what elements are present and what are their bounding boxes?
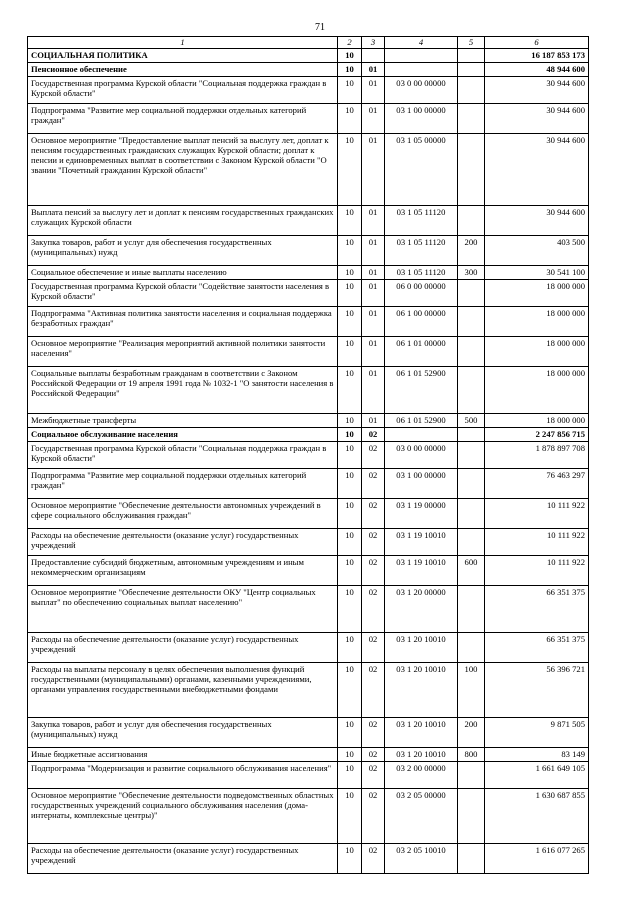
amount: 76 463 297 [485, 469, 589, 499]
expense-type-code: 200 [458, 718, 485, 748]
target-article-code: 03 2 05 00000 [385, 789, 458, 844]
target-article-code: 03 0 00 00000 [385, 77, 458, 104]
expense-name: Расходы на обеспечение деятельности (оказание услуг) государственных учреждений [28, 529, 338, 556]
section-code: 10 [338, 49, 362, 63]
expense-type-code [458, 428, 485, 442]
table-row [28, 266, 589, 280]
expense-type-code [458, 844, 485, 874]
expense-name: Подпрограмма "Активная политика занятости населения и социальная поддержка безработных граждан" [28, 307, 338, 337]
section-code: 10 [338, 789, 362, 844]
target-article-code: 03 1 05 11120 [385, 206, 458, 236]
expense-type-code: 600 [458, 556, 485, 586]
expense-name: Подпрограмма "Развитие мер социальной поддержки отдельных категорий граждан" [28, 469, 338, 499]
target-article-code: 03 1 19 10010 [385, 529, 458, 556]
amount: 1 661 649 105 [485, 762, 589, 789]
table-row [28, 499, 589, 529]
column-number: 1 [28, 37, 338, 49]
expense-type-code [458, 104, 485, 134]
expense-name: Социальные выплаты безработным гражданам в соответствии с Законом Российской Федерации от 19 апреля 1991 года № 1032-1 "О занятости населения в Российской Федерации" [28, 367, 338, 414]
amount: 48 944 600 [485, 63, 589, 77]
expense-type-code [458, 586, 485, 633]
amount: 66 351 375 [485, 586, 589, 633]
budget-table [27, 36, 589, 874]
expense-name: Расходы на выплаты персоналу в целях обеспечения выполнения функций государственными (муниципальными) органами, казенными учреждениями, органами управления государственными внебюджетными фондами [28, 663, 338, 718]
expense-type-code: 500 [458, 414, 485, 428]
amount: 16 187 853 173 [485, 49, 589, 63]
amount: 9 871 505 [485, 718, 589, 748]
expense-type-code [458, 789, 485, 844]
section-code: 10 [338, 206, 362, 236]
table-row [28, 718, 589, 748]
section-code: 10 [338, 134, 362, 206]
table-row [28, 307, 589, 337]
table-row [28, 789, 589, 844]
subsection-code: 02 [362, 663, 385, 718]
expense-type-code [458, 529, 485, 556]
expense-type-code [458, 77, 485, 104]
column-number: 4 [385, 37, 458, 49]
expense-type-code [458, 762, 485, 789]
table-row [28, 762, 589, 789]
expense-name: Межбюджетные трансферты [28, 414, 338, 428]
target-article-code: 06 1 01 52900 [385, 367, 458, 414]
section-code: 10 [338, 633, 362, 663]
table-row [28, 367, 589, 414]
section-code: 10 [338, 63, 362, 77]
section-code: 10 [338, 266, 362, 280]
section-code: 10 [338, 844, 362, 874]
expense-type-code: 100 [458, 663, 485, 718]
target-article-code: 06 1 01 52900 [385, 414, 458, 428]
subsection-code: 01 [362, 63, 385, 77]
expense-type-code [458, 469, 485, 499]
target-article-code: 03 1 20 10010 [385, 633, 458, 663]
subsection-code: 01 [362, 134, 385, 206]
subsection-code [362, 49, 385, 63]
subsection-code: 01 [362, 266, 385, 280]
section-code: 10 [338, 104, 362, 134]
amount: 403 500 [485, 236, 589, 266]
table-row [28, 49, 589, 63]
table-row [28, 428, 589, 442]
subsection-code: 02 [362, 748, 385, 762]
amount: 30 944 600 [485, 104, 589, 134]
target-article-code: 03 1 00 00000 [385, 104, 458, 134]
table-row [28, 63, 589, 77]
expense-name: Государственная программа Курской области "Социальная поддержка граждан в Курской области" [28, 77, 338, 104]
page-number: 71 [315, 22, 325, 33]
table-row [28, 414, 589, 428]
target-article-code: 03 1 05 11120 [385, 236, 458, 266]
expense-name: Иные бюджетные ассигнования [28, 748, 338, 762]
subsection-code: 01 [362, 337, 385, 367]
amount: 1 616 077 265 [485, 844, 589, 874]
amount: 30 944 600 [485, 77, 589, 104]
target-article-code: 03 1 19 10010 [385, 556, 458, 586]
amount: 18 000 000 [485, 414, 589, 428]
table-row [28, 206, 589, 236]
table-row [28, 556, 589, 586]
subsection-code: 01 [362, 307, 385, 337]
expense-name: Социальное обслуживание населения [28, 428, 338, 442]
subsection-code: 02 [362, 844, 385, 874]
target-article-code [385, 63, 458, 77]
section-code: 10 [338, 77, 362, 104]
amount: 30 541 100 [485, 266, 589, 280]
target-article-code: 06 1 00 00000 [385, 307, 458, 337]
section-code: 10 [338, 663, 362, 718]
expense-type-code [458, 49, 485, 63]
amount: 66 351 375 [485, 633, 589, 663]
expense-type-code: 300 [458, 266, 485, 280]
amount: 30 944 600 [485, 206, 589, 236]
subsection-code: 02 [362, 762, 385, 789]
expense-type-code: 800 [458, 748, 485, 762]
target-article-code: 06 0 00 00000 [385, 280, 458, 307]
expense-type-code [458, 280, 485, 307]
expense-name: Закупка товаров, работ и услуг для обеспечения государственных (муниципальных) нужд [28, 718, 338, 748]
section-code: 10 [338, 556, 362, 586]
expense-name: Основное мероприятие "Реализация мероприятий активной политики занятости населения" [28, 337, 338, 367]
subsection-code: 02 [362, 428, 385, 442]
target-article-code: 03 1 05 00000 [385, 134, 458, 206]
subsection-code: 02 [362, 556, 385, 586]
column-number: 2 [338, 37, 362, 49]
target-article-code: 03 1 20 00000 [385, 586, 458, 633]
target-article-code: 06 1 01 00000 [385, 337, 458, 367]
expense-type-code [458, 633, 485, 663]
target-article-code: 03 1 19 00000 [385, 499, 458, 529]
amount: 2 247 856 715 [485, 428, 589, 442]
subsection-code: 01 [362, 236, 385, 266]
expense-type-code [458, 337, 485, 367]
section-code: 10 [338, 718, 362, 748]
expense-name: Подпрограмма "Модернизация и развитие социального обслуживания населения" [28, 762, 338, 789]
section-code: 10 [338, 748, 362, 762]
section-code: 10 [338, 428, 362, 442]
section-code: 10 [338, 307, 362, 337]
section-code: 10 [338, 280, 362, 307]
subsection-code: 01 [362, 206, 385, 236]
target-article-code: 03 2 05 10010 [385, 844, 458, 874]
target-article-code: 03 1 00 00000 [385, 469, 458, 499]
amount: 10 111 922 [485, 499, 589, 529]
target-article-code: 03 0 00 00000 [385, 442, 458, 469]
section-code: 10 [338, 762, 362, 789]
expense-type-code [458, 206, 485, 236]
subsection-code: 01 [362, 280, 385, 307]
table-row [28, 442, 589, 469]
amount: 18 000 000 [485, 367, 589, 414]
amount: 1 878 897 708 [485, 442, 589, 469]
table-row [28, 280, 589, 307]
expense-name: Государственная программа Курской области "Содействие занятости населения в Курской области" [28, 280, 338, 307]
expense-type-code [458, 367, 485, 414]
expense-name: Основное мероприятие "Обеспечение деятельности ОКУ "Центр социальных выплат" по обеспечению социальных выплат населению" [28, 586, 338, 633]
expense-type-code [458, 134, 485, 206]
table-row [28, 104, 589, 134]
expense-name: Предоставление субсидий бюджетным, автономным учреждениям и иным некоммерческим организациям [28, 556, 338, 586]
amount: 18 000 000 [485, 337, 589, 367]
subsection-code: 01 [362, 77, 385, 104]
expense-name: Пенсионное обеспечение [28, 63, 338, 77]
amount: 30 944 600 [485, 134, 589, 206]
expense-type-code [458, 63, 485, 77]
subsection-code: 02 [362, 469, 385, 499]
section-code: 10 [338, 442, 362, 469]
amount: 18 000 000 [485, 307, 589, 337]
section-code: 10 [338, 499, 362, 529]
column-number: 6 [485, 37, 589, 49]
subsection-code: 02 [362, 529, 385, 556]
subsection-code: 01 [362, 104, 385, 134]
target-article-code: 03 1 20 10010 [385, 718, 458, 748]
subsection-code: 01 [362, 414, 385, 428]
target-article-code: 03 1 05 11120 [385, 266, 458, 280]
section-code: 10 [338, 337, 362, 367]
section-code: 10 [338, 469, 362, 499]
table-row [28, 337, 589, 367]
expense-type-code: 200 [458, 236, 485, 266]
target-article-code: 03 1 20 10010 [385, 663, 458, 718]
expense-type-code [458, 442, 485, 469]
expense-type-code [458, 499, 485, 529]
column-number: 5 [458, 37, 485, 49]
amount: 1 630 687 855 [485, 789, 589, 844]
table-row [28, 134, 589, 206]
expense-type-code [458, 307, 485, 337]
section-code: 10 [338, 529, 362, 556]
section-code: 10 [338, 367, 362, 414]
subsection-code: 02 [362, 718, 385, 748]
table-row [28, 663, 589, 718]
expense-name: Расходы на обеспечение деятельности (оказание услуг) государственных учреждений [28, 633, 338, 663]
target-article-code [385, 428, 458, 442]
column-number: 3 [362, 37, 385, 49]
subsection-code: 02 [362, 789, 385, 844]
expense-name: Социальное обеспечение и иные выплаты населению [28, 266, 338, 280]
target-article-code: 03 2 00 00000 [385, 762, 458, 789]
table-row [28, 469, 589, 499]
expense-name: Основное мероприятие "Предоставление выплат пенсий за выслугу лет, доплат к пенсиям государственных гражданских служащих Курской области; доплат к пенсии и единовременных выплат в соответствии с Законом Курской области "О звании "Почетный гражданин Курской области" [28, 134, 338, 206]
target-article-code [385, 49, 458, 63]
subsection-code: 01 [362, 367, 385, 414]
expense-name: Закупка товаров, работ и услуг для обеспечения государственных (муниципальных) нужд [28, 236, 338, 266]
expense-name: СОЦИАЛЬНАЯ ПОЛИТИКА [28, 49, 338, 63]
expense-name: Выплата пенсий за выслугу лет и доплат к пенсиям государственных гражданских служащих Курской области [28, 206, 338, 236]
table-row [28, 586, 589, 633]
table-row [28, 633, 589, 663]
section-code: 10 [338, 586, 362, 633]
expense-name: Основное мероприятие "Обеспечение деятельности автономных учреждений в сфере социального обслуживания граждан" [28, 499, 338, 529]
expense-name: Основное мероприятие "Обеспечение деятельности подведомственных областных государственных учреждений социального обслуживания населения (дома-интернаты, комплексные центры)" [28, 789, 338, 844]
table-row [28, 529, 589, 556]
subsection-code: 02 [362, 442, 385, 469]
subsection-code: 02 [362, 633, 385, 663]
expense-name: Государственная программа Курской области "Социальная поддержка граждан в Курской области" [28, 442, 338, 469]
subsection-code: 02 [362, 586, 385, 633]
amount: 10 111 922 [485, 556, 589, 586]
section-code: 10 [338, 236, 362, 266]
section-code: 10 [338, 414, 362, 428]
subsection-code: 02 [362, 499, 385, 529]
expense-name: Расходы на обеспечение деятельности (оказание услуг) государственных учреждений [28, 844, 338, 874]
expense-name: Подпрограмма "Развитие мер социальной поддержки отдельных категорий граждан" [28, 104, 338, 134]
column-number-row [28, 37, 589, 49]
amount: 18 000 000 [485, 280, 589, 307]
table-row [28, 236, 589, 266]
target-article-code: 03 1 20 10010 [385, 748, 458, 762]
amount: 56 396 721 [485, 663, 589, 718]
amount: 10 111 922 [485, 529, 589, 556]
table-row [28, 748, 589, 762]
table-row [28, 844, 589, 874]
amount: 83 149 [485, 748, 589, 762]
table-row [28, 77, 589, 104]
